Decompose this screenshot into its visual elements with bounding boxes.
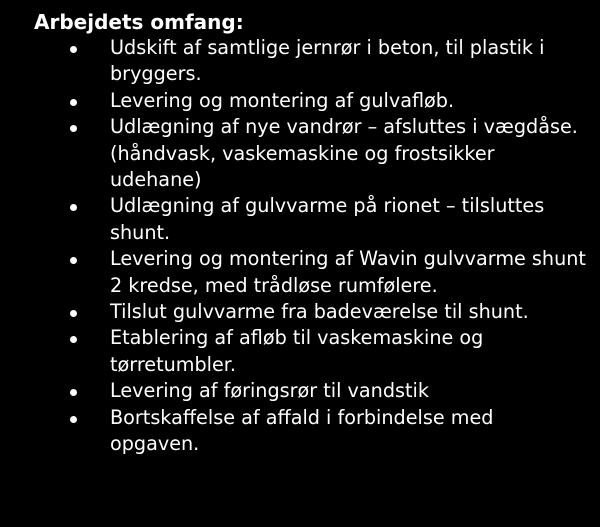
list-item — [34, 325, 586, 378]
bullet-dot-icon — [70, 257, 77, 264]
list-item-text: Udskift af samtlige jernrør i beton, til plastik i bryggers. — [110, 36, 545, 86]
section-heading: Arbejdets omfang: — [34, 10, 244, 34]
list-item — [34, 114, 586, 193]
list-item — [34, 246, 586, 299]
list-item-text: Etablering af afløb til vaskemaskine og tørretumbler. — [110, 326, 484, 376]
bullet-dot-icon — [70, 46, 77, 53]
list-item — [34, 378, 586, 404]
bullet-dot-icon — [70, 389, 77, 396]
bullet-dot-icon — [70, 204, 77, 211]
list-item — [34, 299, 586, 325]
list-item-text: Udlægning af gulvvarme på rionet – tilsluttes shunt. — [110, 194, 545, 244]
list-item-text: Udlægning af nye vandrør – afsluttes i vægdåse. (håndvask, vaskemaskine og frostsikker udehane) — [110, 115, 578, 192]
list-item-text: Bortskaffelse af affald i forbindelse med opgaven. — [110, 405, 494, 456]
list-item-text: Tilslut gulvvarme fra badeværelse til shunt. — [110, 300, 529, 324]
list-item — [34, 88, 586, 114]
list-item — [34, 35, 586, 88]
bullet-dot-icon — [70, 310, 77, 317]
list-item — [34, 405, 586, 458]
bullet-dot-icon — [70, 336, 77, 343]
bullet-dot-icon — [70, 99, 77, 106]
list-item-text: Levering og montering af Wavin gulvvarme shunt 2 kredse, med trådløse rumfølere. — [110, 247, 586, 297]
list-item-text: Levering og montering af gulvafløb. — [110, 88, 455, 112]
list-item — [34, 193, 586, 246]
list-item-text: Levering af føringsrør til vandstik — [110, 379, 429, 403]
document-body — [34, 9, 586, 458]
bullet-dot-icon — [70, 125, 77, 132]
scope-list — [34, 35, 586, 458]
bullet-dot-icon — [70, 416, 77, 423]
